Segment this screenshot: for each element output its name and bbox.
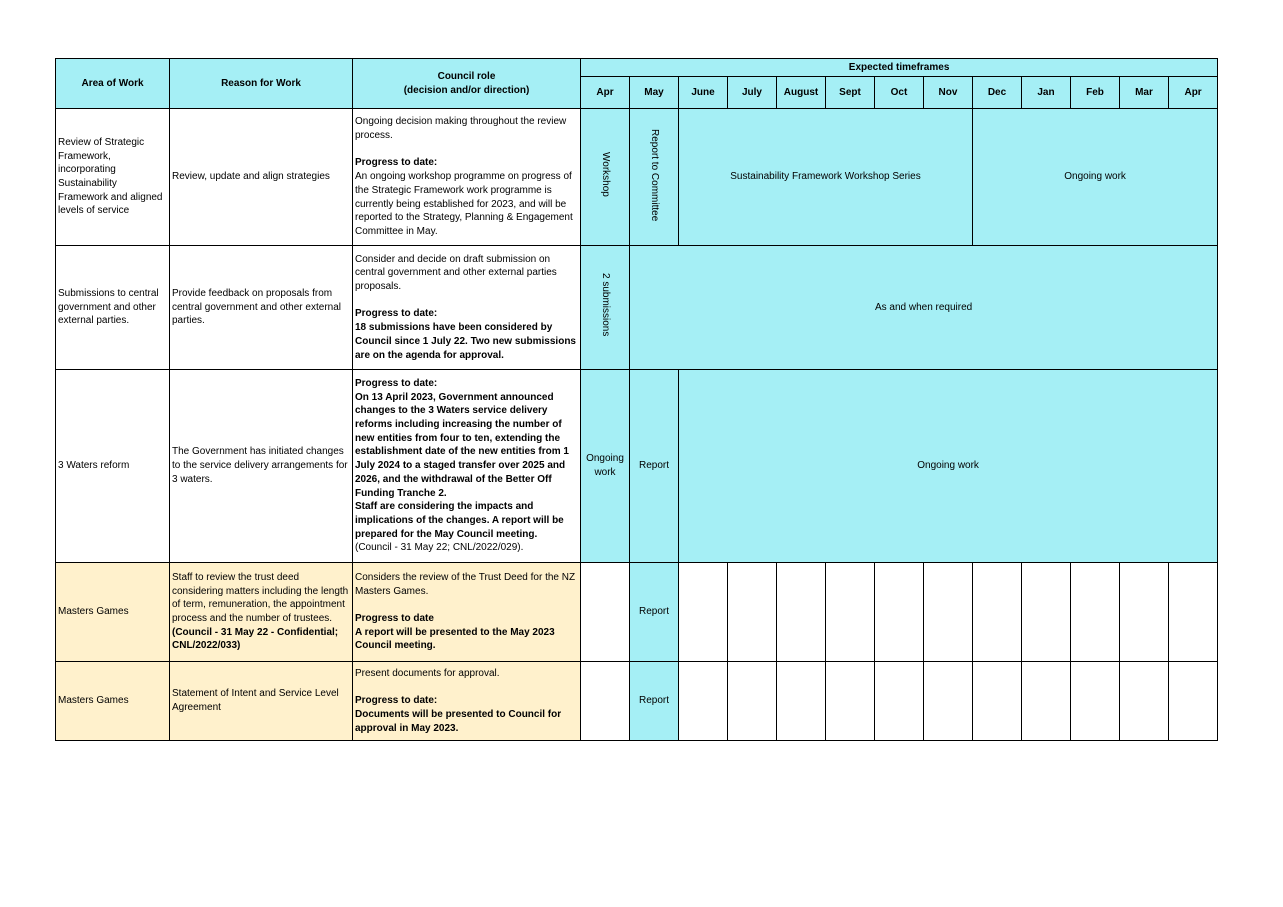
area-cell: Masters Games bbox=[56, 662, 170, 741]
reason-reference: (Council - 31 May 22 - Confidential; CNL/2022/033) bbox=[172, 626, 339, 652]
empty-month-cell bbox=[1071, 563, 1120, 662]
may-cell: Report bbox=[630, 370, 679, 563]
council-role-cell bbox=[353, 563, 581, 662]
empty-month-cell bbox=[728, 662, 777, 741]
empty-month-cell bbox=[924, 662, 973, 741]
empty-month-cell bbox=[1071, 662, 1120, 741]
timeframe-span: As and when required bbox=[630, 246, 1218, 370]
progress-label: Progress to date bbox=[355, 612, 434, 624]
month-header: Sept bbox=[826, 77, 875, 109]
empty-month-cell bbox=[826, 662, 875, 741]
empty-month-cell bbox=[1120, 662, 1169, 741]
empty-month-cell bbox=[875, 563, 924, 662]
header-reason: Reason for Work bbox=[170, 59, 353, 109]
apr-cell bbox=[581, 246, 630, 370]
table-row bbox=[56, 563, 1218, 662]
progress-label: Progress to date: bbox=[355, 157, 438, 169]
apr-label: Workshop bbox=[599, 152, 611, 198]
header-timeframes: Expected timeframes bbox=[581, 59, 1218, 77]
reason-cell bbox=[170, 563, 353, 662]
month-header: May bbox=[630, 77, 679, 109]
month-header: August bbox=[777, 77, 826, 109]
header-area: Area of Work bbox=[56, 59, 170, 109]
council-role-cell bbox=[353, 370, 581, 563]
role-intro: Considers the review of the Trust Deed for the NZ Masters Games. bbox=[355, 571, 576, 597]
apr-cell: Ongoing work bbox=[581, 370, 630, 563]
staff-text: Staff are considering the impacts and implications of the changes. A report will be prepared for the May Council meeting. bbox=[355, 501, 564, 540]
progress-text: Documents will be presented to Council for approval in May 2023. bbox=[355, 708, 562, 734]
header-council-role bbox=[353, 59, 581, 109]
progress-label: Progress to date: bbox=[355, 377, 438, 389]
progress-text: A report will be presented to the May 2023 Council meeting. bbox=[355, 626, 555, 652]
table-row bbox=[56, 246, 1218, 370]
progress-label: Progress to date: bbox=[355, 695, 438, 707]
progress-text: 18 submissions have been considered by Council since 1 July 22. Two new submissions are on the agenda for approval. bbox=[355, 322, 576, 361]
apr-label: 2 submissions bbox=[599, 273, 611, 337]
work-programme-table bbox=[55, 58, 1218, 741]
empty-month-cell bbox=[973, 563, 1022, 662]
area-cell: Masters Games bbox=[56, 563, 170, 662]
empty-month-cell bbox=[826, 563, 875, 662]
council-role-cell bbox=[353, 246, 581, 370]
month-header: June bbox=[679, 77, 728, 109]
empty-month-cell bbox=[728, 563, 777, 662]
header-role-line1: Council role bbox=[437, 70, 496, 82]
reason-cell: Provide feedback on proposals from central government and other external parties. bbox=[170, 246, 353, 370]
empty-month-cell bbox=[581, 563, 630, 662]
may-label: Report to Committee bbox=[648, 128, 660, 221]
empty-month-cell bbox=[679, 563, 728, 662]
table-row bbox=[56, 370, 1218, 563]
table-row bbox=[56, 109, 1218, 246]
empty-month-cell bbox=[1169, 563, 1218, 662]
reason-text: Staff to review the trust deed considering matters including the length of term, remuneration, the appointment process and the number of trustees. bbox=[172, 571, 349, 624]
reason-cell: The Government has initiated changes to the service delivery arrangements for 3 waters. bbox=[170, 370, 353, 563]
month-header: Apr bbox=[581, 77, 630, 109]
empty-month-cell bbox=[1022, 662, 1071, 741]
timeframe-span: Ongoing work bbox=[679, 370, 1218, 563]
timeframe-span: Ongoing work bbox=[973, 109, 1218, 246]
empty-month-cell bbox=[777, 662, 826, 741]
empty-month-cell bbox=[777, 563, 826, 662]
month-header: Jan bbox=[1022, 77, 1071, 109]
month-header: July bbox=[728, 77, 777, 109]
council-role-cell bbox=[353, 662, 581, 741]
empty-month-cell bbox=[1120, 563, 1169, 662]
may-cell bbox=[630, 109, 679, 246]
empty-month-cell bbox=[1169, 662, 1218, 741]
reason-cell: Review, update and align strategies bbox=[170, 109, 353, 246]
month-header: Oct bbox=[875, 77, 924, 109]
role-intro: Consider and decide on draft submission on central government and other external parties proposals. bbox=[355, 253, 557, 293]
empty-month-cell bbox=[581, 662, 630, 741]
area-cell: Review of Strategic Framework, incorporating Sustainability Framework and aligned levels of service bbox=[56, 109, 170, 246]
header-role-line2: (decision and/or direction) bbox=[403, 84, 530, 96]
empty-month-cell bbox=[973, 662, 1022, 741]
role-intro: Ongoing decision making throughout the review process. bbox=[355, 116, 567, 142]
empty-month-cell bbox=[679, 662, 728, 741]
month-header: Nov bbox=[924, 77, 973, 109]
table-row bbox=[56, 662, 1218, 741]
timeframe-span: Sustainability Framework Workshop Series bbox=[679, 109, 973, 246]
may-cell: Report bbox=[630, 662, 679, 741]
role-intro: Present documents for approval. bbox=[355, 667, 500, 679]
area-cell: 3 Waters reform bbox=[56, 370, 170, 563]
header-row bbox=[56, 59, 1218, 77]
month-header: Feb bbox=[1071, 77, 1120, 109]
may-cell: Report bbox=[630, 563, 679, 662]
reference-text: (Council - 31 May 22; CNL/2022/029). bbox=[355, 542, 524, 554]
month-header: Mar bbox=[1120, 77, 1169, 109]
month-header: Dec bbox=[973, 77, 1022, 109]
empty-month-cell bbox=[1022, 563, 1071, 662]
progress-text: An ongoing workshop programme on progress of the Strategic Framework work programme is currently being established for 2023, and will be reported to the Strategy, Planning & Engagement Committee in May. bbox=[355, 171, 573, 237]
month-header: Apr bbox=[1169, 77, 1218, 109]
reason-cell: Statement of Intent and Service Level Agreement bbox=[170, 662, 353, 741]
empty-month-cell bbox=[924, 563, 973, 662]
progress-text: On 13 April 2023, Government announced changes to the 3 Waters service delivery reforms including increasing the number of new entities from four to ten, extending the establishment date of the new entities from 1 July 2024 to a staged transfer over 2025 and 2026, and the withdrawal of the Better Off Funding Tranche 2. bbox=[355, 391, 569, 499]
apr-cell bbox=[581, 109, 630, 246]
empty-month-cell bbox=[875, 662, 924, 741]
progress-label: Progress to date: bbox=[355, 308, 438, 320]
council-role-cell bbox=[353, 109, 581, 246]
area-cell: Submissions to central government and other external parties. bbox=[56, 246, 170, 370]
